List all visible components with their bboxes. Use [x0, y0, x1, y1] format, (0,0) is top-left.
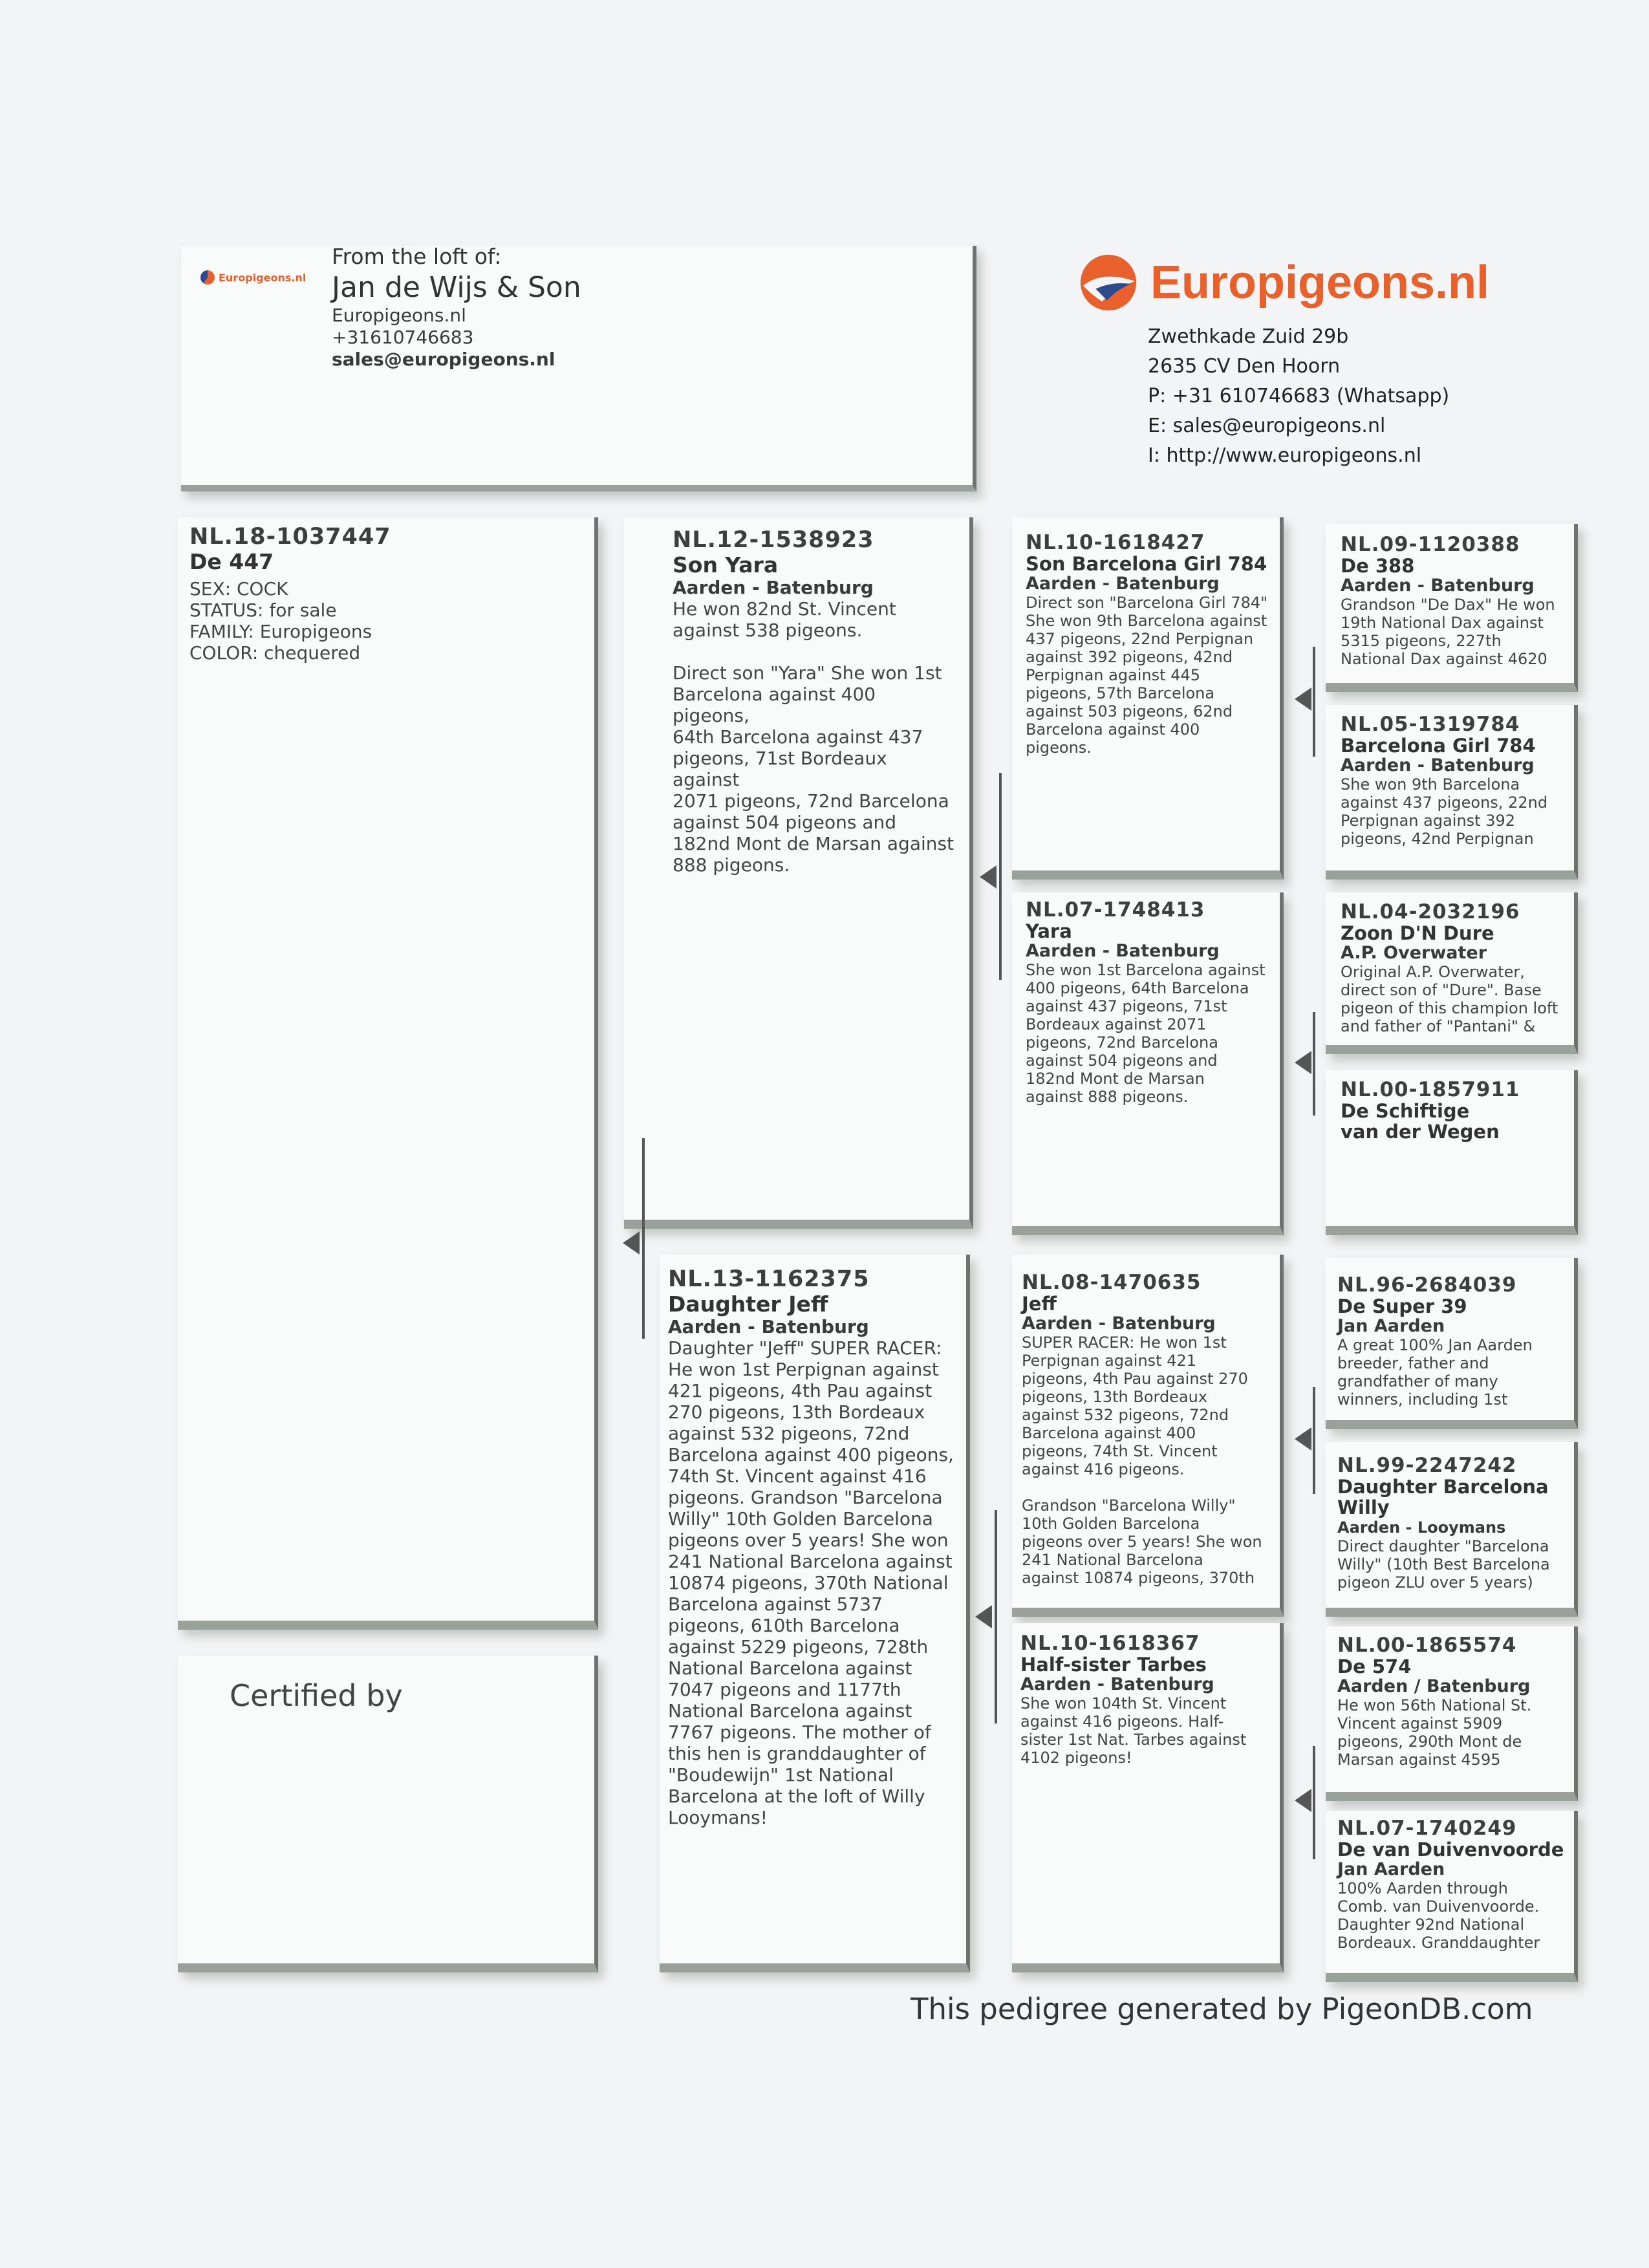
ggp-card-4 — [1341, 1079, 1580, 1142]
ggp-ring: NL.07-1740249 — [1337, 1817, 1517, 1840]
ggp-name: De Schiftige — [1341, 1100, 1470, 1122]
loft-email: sales@europigeons.nl — [332, 349, 555, 370]
loft-info — [332, 243, 694, 371]
brand-contact — [1148, 322, 1449, 471]
ggp-desc: A great 100% Jan Aarden breeder, father and grandfather of many winners, including 1st — [1337, 1336, 1533, 1409]
ggp-card-8 — [1337, 1817, 1580, 1952]
connector-line-gp1 — [1313, 647, 1315, 757]
loft-phone: +31610746683 — [332, 327, 474, 348]
parent-desc: He won 82nd St. Vincent against 538 pigeons. Direct son "Yara" She won 1st Barcelona against 400 pigeons, 64th Barcelona against 437 pigeons, 71st Bordeaux against 2071 pigeons, 72nd Barcelona against 504 pigeons and 182nd Mont de Marsan against 888 pigeons. — [673, 598, 954, 876]
gp-desc: She won 104th St. Vincent against 416 pigeons. Half- sister 1st Nat. Tarbes against 4102 pigeons! — [1020, 1694, 1247, 1767]
parent-name: Daughter Jeff — [668, 1291, 828, 1317]
ggp-breed: Aarden - Looymans — [1337, 1518, 1506, 1537]
brand-logo — [1077, 251, 1489, 314]
ggp-name: Daughter Barcelona Willy — [1337, 1476, 1549, 1518]
parent-desc: Daughter "Jeff" SUPER RACER: He won 1st Perpignan against 421 pigeons, 4th Pau against 270 pigeons, 13th Bordeaux against 532 pigeons, 72nd Barcelona against 400 pigeons, 74th St. Vincent against 416 pigeons. Grandson "Barcelona Willy" 10th Golden Barcelona pigeons over 5 years! She won 241 National Barcelona against 10874 pigeons, 370th National Barcelona against 5737 pigeons, 610th Barcelona against 5229 pigeons, 728th National Barcelona against 7047 pigeons and 1177th National Barcelona against 7767 pigeons. The mother of this hen is granddaughter of "Boudewijn" 1st National Barcelona at the loft of Willy Looymans! — [668, 1337, 954, 1828]
footer-generated-by: This pedigree generated by PigeonDB.com — [911, 1992, 1533, 2026]
ggp-breed: Aarden / Batenburg — [1337, 1676, 1531, 1696]
gp-desc: SUPER RACER: He won 1st Perpignan against 421 pigeons, 4th Pau against 270 pigeons, 13th Bordeaux against 532 pigeons, 72nd Barcelona against 400 pigeons, 74th St. Vincent against 416 pigeons. Grandson "Barcelona Willy" 10th Golden Barcelona pigeons over 5 years! She won 241 National Barcelona against 10874 pigeons, 370th — [1022, 1334, 1262, 1587]
ggp-card-6 — [1337, 1454, 1580, 1592]
parent-breed: Aarden - Batenburg — [673, 577, 874, 598]
gp-ring: NL.10-1618427 — [1026, 531, 1205, 554]
brand-address-1: Zwethkade Zuid 29b — [1148, 325, 1349, 348]
ggp-name: Barcelona Girl 784 — [1341, 735, 1536, 757]
ggp-name: De van Duivenvoorde — [1337, 1839, 1564, 1861]
ggp-card-1 — [1341, 534, 1580, 668]
gp-breed: Aarden - Batenburg — [1022, 1313, 1216, 1334]
parent-name: Son Yara — [673, 552, 779, 578]
subject-card — [189, 524, 577, 664]
ggp-ring: NL.99-2247242 — [1337, 1454, 1517, 1477]
ggp-desc: Grandson "De Dax" He won 19th National Dax against 5315 pigeons, 227th National Dax against 4620 — [1341, 596, 1555, 668]
ggp-desc: He won 56th National St. Vincent against 5909 pigeons, 290th Mont de Marsan against 4595 — [1337, 1696, 1532, 1769]
ggp-desc: Direct daughter "Barcelona Willy" (10th Best Barcelona pigeon ZLU over 5 years) — [1337, 1537, 1550, 1592]
ggp-ring: NL.00-1865574 — [1337, 1634, 1517, 1657]
connector-arrow-gp4 — [1295, 1789, 1311, 1812]
ggp-name: De 388 — [1341, 555, 1415, 577]
pigeon-globe-icon — [1077, 251, 1140, 314]
loft-name: Jan de Wijs & Son — [332, 271, 581, 304]
parent-breed: Aarden - Batenburg — [668, 1316, 869, 1337]
ggp-name: Zoon D'N Dure — [1341, 922, 1494, 944]
subject-ring: NL.18-1037447 — [189, 524, 391, 550]
connector-line-gp2 — [1313, 1012, 1315, 1116]
small-logo-icon — [200, 270, 215, 285]
ggp-breed: A.P. Overwater — [1341, 943, 1487, 963]
gp-desc: Direct son "Barcelona Girl 784" She won 9th Barcelona against 437 pigeons, 22nd Perpignan against 392 pigeons, 42nd Perpignan against 445 pigeons, 57th Barcelona against 503 pigeons, 62nd Barcelona against 400 pigeons. — [1026, 594, 1268, 757]
ggp-breed: Jan Aarden — [1337, 1316, 1445, 1336]
ggp-breed: Jan Aarden — [1337, 1859, 1445, 1879]
small-logo-text: Europigeons.nl — [219, 271, 307, 284]
grandparent-card-4 — [1020, 1632, 1282, 1767]
ggp-ring: NL.05-1319784 — [1341, 713, 1520, 736]
brand-web: I: http://www.europigeons.nl — [1148, 444, 1422, 467]
subject-sex: SEX: COCK — [189, 578, 288, 599]
brand-address-2: 2635 CV Den Hoorn — [1148, 355, 1341, 378]
subject-family: FAMILY: Europigeons — [189, 621, 372, 642]
connector-arrow-gp3 — [1295, 1427, 1311, 1451]
gp-ring: NL.10-1618367 — [1020, 1632, 1200, 1655]
ggp-card-2 — [1341, 713, 1580, 848]
gp-desc: She won 1st Barcelona against 400 pigeons, 64th Barcelona against 437 pigeons, 71st Bordeaux against 2071 pigeons, 72nd Barcelona against 504 pigeons and 182nd Mont de Marsan against 888 pigeons. — [1026, 961, 1266, 1106]
small-logo — [200, 268, 306, 287]
gp-breed: Aarden - Batenburg — [1020, 1674, 1214, 1694]
ggp-card-3 — [1341, 901, 1580, 1035]
subject-status: STATUS: for sale — [189, 599, 337, 621]
connector-arrow-gp1 — [1295, 687, 1311, 711]
ggp-breed: Aarden - Batenburg — [1341, 755, 1535, 775]
ggp-card-7 — [1337, 1634, 1580, 1769]
gp-breed: Aarden - Batenburg — [1026, 574, 1220, 594]
subject-name: De 447 — [189, 549, 274, 574]
connector-arrow-dam — [975, 1605, 992, 1628]
ggp-name: De 574 — [1337, 1656, 1412, 1678]
gp-breed: Aarden - Batenburg — [1026, 941, 1220, 961]
parent-card-dam — [668, 1266, 972, 1828]
gp-name: Son Barcelona Girl 784 — [1026, 553, 1267, 575]
ggp-card-5 — [1337, 1274, 1580, 1409]
certified-label: Certified by — [230, 1678, 403, 1713]
subject-panel — [178, 517, 598, 1630]
connector-arrow-sire — [980, 865, 997, 889]
from-label: From the loft of: — [332, 244, 502, 269]
connector-line-sire — [999, 773, 1002, 980]
ggp-breed: Aarden - Batenburg — [1341, 576, 1535, 596]
gp-name: Half-sister Tarbes — [1020, 1654, 1207, 1676]
connector-arrow-parents — [623, 1231, 640, 1255]
ggp-desc: Original A.P. Overwater, direct son of "Dure". Base pigeon of this champion loft and father of "Pantani" & — [1341, 963, 1558, 1035]
brand-email: E: sales@europigeons.nl — [1148, 415, 1386, 437]
ggp-name: De Super 39 — [1337, 1295, 1467, 1317]
parent-ring: NL.12-1538923 — [673, 527, 874, 553]
grandparent-card-3 — [1022, 1271, 1284, 1587]
gp-ring: NL.07-1748413 — [1026, 898, 1205, 922]
brand-phone: P: +31 610746683 (Whatsapp) — [1148, 385, 1450, 407]
parent-card-sire — [673, 527, 970, 876]
grandparent-card-2 — [1026, 899, 1284, 1106]
ggp-ring: NL.00-1857911 — [1341, 1078, 1520, 1101]
gp-ring: NL.08-1470635 — [1022, 1271, 1202, 1294]
connector-line-dam — [995, 1510, 997, 1723]
connector-line-gp4 — [1313, 1746, 1315, 1859]
parent-ring: NL.13-1162375 — [668, 1266, 870, 1292]
connector-arrow-gp2 — [1295, 1051, 1311, 1074]
gp-name: Jeff — [1022, 1293, 1057, 1315]
ggp-desc: 100% Aarden through Comb. van Duivenvoorde. Daughter 92nd National Bordeaux. Granddaughter — [1337, 1879, 1540, 1952]
ggp-ring: NL.04-2032196 — [1341, 900, 1520, 923]
loft-site: Europigeons.nl — [332, 305, 466, 326]
brand-logo-text: Europigeons.nl — [1150, 257, 1490, 308]
ggp-breed: van der Wegen — [1341, 1121, 1500, 1143]
subject-color: COLOR: chequered — [189, 642, 361, 664]
connector-line-parents — [642, 1138, 645, 1339]
connector-line-gp3 — [1313, 1387, 1315, 1494]
ggp-ring: NL.09-1120388 — [1341, 533, 1520, 556]
gp-name: Yara — [1026, 920, 1072, 942]
ggp-ring: NL.96-2684039 — [1337, 1273, 1517, 1297]
ggp-desc: She won 9th Barcelona against 437 pigeons, 22nd Perpignan against 392 pigeons, 42nd Perpignan — [1341, 775, 1548, 848]
grandparent-card-1 — [1026, 532, 1284, 757]
